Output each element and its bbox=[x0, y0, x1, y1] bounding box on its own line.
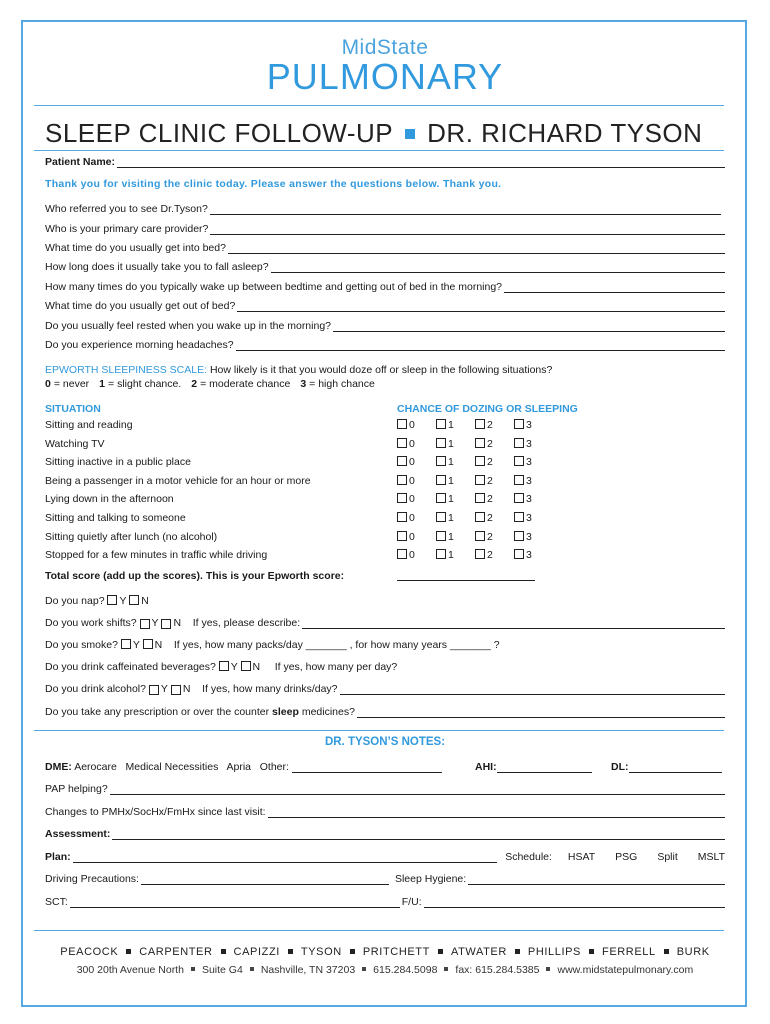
question-row bbox=[45, 339, 725, 351]
scale-description: = slight chance. bbox=[108, 378, 182, 390]
alcohol-no-checkbox[interactable] bbox=[171, 685, 181, 695]
separator-dot bbox=[126, 949, 131, 954]
score-label: 1 bbox=[448, 512, 454, 524]
score-checkbox[interactable] bbox=[436, 549, 446, 559]
doctor-name: FERRELL bbox=[602, 946, 656, 958]
question-label: Who is your primary care provider? bbox=[45, 223, 209, 235]
score-label: 3 bbox=[526, 419, 532, 431]
score-option bbox=[514, 438, 532, 450]
shifts-question bbox=[45, 617, 725, 629]
brand-logo: PULMONARY bbox=[266, 56, 504, 97]
score-option bbox=[436, 438, 454, 450]
score-label: 3 bbox=[526, 456, 532, 469]
scale-description: = moderate chance bbox=[200, 378, 291, 390]
score-option bbox=[514, 456, 532, 468]
sct-field[interactable] bbox=[70, 897, 400, 908]
score-label: 2 bbox=[487, 549, 493, 562]
dme-label: DME: bbox=[45, 761, 72, 773]
score-option bbox=[397, 549, 415, 561]
score-label: 3 bbox=[526, 437, 532, 450]
scale-number: 3 bbox=[300, 378, 307, 390]
contact-item: 615.284.5098 bbox=[373, 964, 438, 976]
score-label: 3 bbox=[526, 474, 532, 487]
nap-question bbox=[45, 595, 149, 607]
score-label: 3 bbox=[526, 512, 532, 524]
nap-label: Do you nap? bbox=[45, 595, 105, 607]
situation-column-header: SITUATION bbox=[45, 403, 101, 415]
score-option bbox=[514, 531, 532, 543]
situation-label: Being a passenger in a motor vehicle for an hour or more bbox=[45, 474, 311, 487]
answer-field[interactable] bbox=[504, 282, 725, 293]
question-label: What time do you usually get out of bed? bbox=[45, 300, 236, 312]
plan-label: Plan: bbox=[45, 851, 71, 863]
score-label: 2 bbox=[487, 493, 493, 506]
smoke-question bbox=[45, 639, 500, 651]
alcohol-question bbox=[45, 683, 725, 695]
score-option bbox=[397, 493, 415, 505]
answer-field[interactable] bbox=[236, 340, 725, 351]
meds-field[interactable] bbox=[357, 707, 725, 718]
score-option bbox=[475, 549, 493, 561]
score-option bbox=[475, 456, 493, 468]
score-label: 2 bbox=[487, 512, 493, 524]
score-label: 1 bbox=[448, 530, 454, 543]
epworth-heading: EPWORTH SLEEPINESS SCALE: bbox=[45, 364, 208, 376]
title-divider bbox=[34, 150, 724, 151]
question-row bbox=[45, 320, 725, 332]
score-option bbox=[475, 475, 493, 487]
separator-dot bbox=[546, 967, 550, 971]
dme-row bbox=[45, 761, 442, 773]
score-option bbox=[397, 531, 415, 543]
question-label: What time do you usually get into bed? bbox=[45, 242, 226, 254]
situation-label: Watching TV bbox=[45, 437, 105, 450]
scale-number: 0 bbox=[45, 378, 51, 390]
driving-label: Driving Precautions: bbox=[45, 873, 139, 885]
chance-column-header: CHANCE OF DOZING OR SLEEPING bbox=[397, 403, 578, 415]
score-option bbox=[397, 419, 415, 431]
score-label: 0 bbox=[409, 549, 415, 562]
assessment-label: Assessment: bbox=[45, 828, 111, 840]
score-option bbox=[436, 531, 454, 543]
score-option bbox=[514, 493, 532, 505]
caffeine-yes-label: Y bbox=[230, 661, 238, 673]
doctor-name: PHILLIPS bbox=[527, 946, 581, 958]
shifts-no-checkbox[interactable] bbox=[161, 619, 171, 629]
smoke-no-label: N bbox=[154, 639, 163, 651]
score-label: 0 bbox=[409, 493, 415, 506]
separator-dot bbox=[191, 967, 195, 971]
alcohol-amount-field[interactable] bbox=[340, 684, 725, 695]
score-option bbox=[514, 475, 532, 487]
patient-name-row bbox=[45, 156, 725, 168]
doctor-name: CARPENTER bbox=[139, 946, 213, 958]
alcohol-yes-checkbox[interactable] bbox=[149, 685, 159, 695]
shifts-follow-label: If yes, please describe: bbox=[192, 617, 301, 629]
caffeine-label: Do you drink caffeinated beverages? bbox=[45, 661, 216, 673]
notes-divider bbox=[34, 730, 724, 731]
question-row bbox=[45, 242, 725, 254]
score-option bbox=[514, 419, 532, 431]
score-label: 0 bbox=[409, 456, 415, 469]
score-checkbox[interactable] bbox=[397, 549, 407, 559]
score-checkbox[interactable] bbox=[436, 475, 446, 485]
situation-label: Stopped for a few minutes in traffic while driving bbox=[45, 549, 268, 562]
answer-field[interactable] bbox=[271, 262, 725, 273]
changes-label: Changes to PMHx/SocHx/FmHx since last visit: bbox=[45, 806, 266, 818]
caffeine-no-checkbox[interactable] bbox=[241, 661, 251, 671]
contact-info bbox=[0, 964, 770, 976]
notes-heading: DR. TYSON’S NOTES: bbox=[324, 736, 446, 748]
situation-label: Sitting and talking to someone bbox=[45, 512, 186, 524]
score-option bbox=[475, 438, 493, 450]
caffeine-no-label: N bbox=[252, 661, 261, 673]
score-label: 2 bbox=[487, 530, 493, 543]
score-label: 1 bbox=[448, 437, 454, 450]
question-row bbox=[45, 261, 725, 273]
assessment-field[interactable] bbox=[112, 829, 725, 840]
score-label: 0 bbox=[409, 530, 415, 543]
score-label: 3 bbox=[526, 549, 532, 562]
score-checkbox[interactable] bbox=[514, 531, 524, 541]
dl-label: DL: bbox=[611, 761, 629, 773]
separator-dot bbox=[664, 949, 669, 954]
doctor-name: TYSON bbox=[300, 946, 342, 958]
sct-label: SCT: bbox=[45, 896, 68, 908]
hygiene-field[interactable] bbox=[468, 874, 725, 885]
driving-row bbox=[45, 873, 725, 885]
fu-label: F/U: bbox=[401, 896, 422, 908]
score-label: 1 bbox=[448, 549, 454, 562]
score-checkbox[interactable] bbox=[436, 512, 446, 522]
nap-no-label: N bbox=[141, 595, 149, 607]
question-row bbox=[45, 203, 725, 215]
separator-dot bbox=[250, 967, 254, 971]
score-label: 2 bbox=[487, 456, 493, 469]
score-checkbox[interactable] bbox=[475, 531, 485, 541]
score-checkbox[interactable] bbox=[436, 531, 446, 541]
question-label: Do you experience morning headaches? bbox=[45, 339, 234, 351]
caffeine-question bbox=[45, 661, 397, 673]
score-checkbox[interactable] bbox=[514, 493, 524, 503]
question-label: Do you usually feel rested when you wake up in the morning? bbox=[45, 320, 332, 332]
footer-divider bbox=[34, 930, 724, 931]
score-option bbox=[436, 549, 454, 561]
scale-number: 1 bbox=[99, 378, 106, 390]
contact-item[interactable]: www.midstatepulmonary.com bbox=[557, 964, 694, 976]
score-checkbox[interactable] bbox=[514, 549, 524, 559]
score-label: 0 bbox=[409, 419, 415, 431]
contact-item: 300 20th Avenue North bbox=[76, 964, 184, 976]
score-option bbox=[436, 512, 454, 524]
score-option bbox=[475, 531, 493, 543]
situation-label: Sitting inactive in a public place bbox=[45, 456, 191, 469]
doctor-name: BURK bbox=[676, 946, 710, 958]
caffeine-follow-label: If yes, how many per day? bbox=[274, 661, 398, 673]
brand-line1: MidState bbox=[341, 36, 429, 59]
score-label: 1 bbox=[448, 419, 454, 431]
score-label: 3 bbox=[526, 493, 532, 506]
score-checkbox[interactable] bbox=[397, 531, 407, 541]
shifts-yes-label: Y bbox=[151, 617, 159, 629]
score-option bbox=[397, 438, 415, 450]
alcohol-follow-label: If yes, how many drinks/day? bbox=[202, 683, 338, 695]
changes-row bbox=[45, 806, 725, 818]
schedule-split[interactable]: Split bbox=[657, 851, 678, 863]
scale-description: = never bbox=[53, 378, 90, 390]
separator-dot bbox=[589, 949, 594, 954]
answer-field[interactable] bbox=[228, 243, 725, 254]
pap-row bbox=[45, 783, 725, 795]
score-option bbox=[514, 549, 532, 561]
doctor-names bbox=[0, 946, 770, 958]
assessment-row bbox=[45, 828, 725, 840]
scale-number: 2 bbox=[191, 378, 198, 390]
contact-item: Suite G4 bbox=[201, 964, 243, 976]
total-score-label: Total score (add up the scores). This is your Epworth score: bbox=[45, 570, 345, 582]
score-option bbox=[436, 419, 454, 431]
changes-field[interactable] bbox=[268, 807, 725, 818]
ahi-field[interactable] bbox=[497, 762, 592, 773]
ahi-label: AHI: bbox=[475, 761, 497, 773]
smoke-no-checkbox[interactable] bbox=[143, 639, 153, 649]
question-label: How long does it usually take you to fall asleep? bbox=[45, 261, 269, 273]
contact-item: Nashville, TN 37203 bbox=[260, 964, 356, 976]
smoke-yes-checkbox[interactable] bbox=[121, 639, 131, 649]
score-label: 2 bbox=[487, 437, 493, 450]
doctor-name: PRITCHETT bbox=[362, 946, 430, 958]
title-left: SLEEP CLINIC FOLLOW-UP bbox=[45, 118, 394, 148]
title-right: DR. RICHARD TYSON bbox=[427, 118, 703, 148]
alcohol-label: Do you drink alcohol? bbox=[45, 683, 146, 695]
score-checkbox[interactable] bbox=[475, 438, 485, 448]
patient-name-field[interactable] bbox=[117, 157, 725, 168]
score-label: 0 bbox=[409, 512, 415, 524]
plan-row bbox=[45, 851, 725, 863]
doctor-name: PEACOCK bbox=[60, 946, 119, 958]
separator-dot bbox=[221, 949, 226, 954]
score-label: 2 bbox=[487, 419, 493, 431]
score-checkbox[interactable] bbox=[514, 438, 524, 448]
answer-field[interactable] bbox=[333, 321, 725, 332]
score-option bbox=[475, 419, 493, 431]
score-option bbox=[514, 512, 532, 524]
schedule-hsat[interactable]: HSAT bbox=[567, 851, 596, 863]
schedule-mslt[interactable]: MSLT bbox=[697, 851, 725, 863]
schedule-psg[interactable]: PSG bbox=[615, 851, 638, 863]
situation-label: Sitting quietly after lunch (no alcohol) bbox=[45, 530, 218, 543]
smoke-follow-label: If yes, how many packs/day _______ , for how many years _______ ? bbox=[173, 639, 500, 651]
meds-label-a: Do you take any prescription or over the counter bbox=[45, 706, 270, 718]
title-separator bbox=[405, 129, 415, 139]
page-title bbox=[45, 118, 702, 149]
question-row bbox=[45, 223, 725, 235]
contact-item: fax: 615.284.5385 bbox=[455, 964, 540, 976]
meds-label-bold: sleep bbox=[272, 706, 299, 718]
score-option bbox=[397, 512, 415, 524]
plan-field[interactable] bbox=[73, 852, 498, 863]
answer-field[interactable] bbox=[210, 224, 725, 235]
question-label: How many times do you typically wake up between bedtime and getting out of bed in the morning? bbox=[45, 281, 503, 293]
score-option bbox=[475, 493, 493, 505]
score-option bbox=[436, 456, 454, 468]
smoke-yes-label: Y bbox=[132, 639, 140, 651]
answer-field[interactable] bbox=[210, 204, 721, 215]
separator-dot bbox=[438, 949, 443, 954]
doctor-name: CAPIZZI bbox=[233, 946, 280, 958]
epworth-scale bbox=[45, 378, 725, 390]
pap-label: PAP helping? bbox=[45, 783, 108, 795]
epworth-question: How likely is it that you would doze off or sleep in the following situations? bbox=[209, 364, 553, 376]
separator-dot bbox=[362, 967, 366, 971]
score-checkbox[interactable] bbox=[514, 456, 524, 466]
score-checkbox[interactable] bbox=[475, 475, 485, 485]
score-checkbox[interactable] bbox=[436, 493, 446, 503]
score-checkbox[interactable] bbox=[514, 419, 524, 429]
question-label: Who referred you to see Dr.Tyson? bbox=[45, 203, 208, 215]
total-score-field[interactable] bbox=[397, 580, 535, 581]
patient-name-label: Patient Name: bbox=[45, 156, 116, 168]
situation-label: Sitting and reading bbox=[45, 419, 133, 431]
score-checkbox[interactable] bbox=[475, 456, 485, 466]
shifts-description-field[interactable] bbox=[302, 618, 725, 629]
score-checkbox[interactable] bbox=[436, 438, 446, 448]
score-checkbox[interactable] bbox=[397, 493, 407, 503]
score-checkbox[interactable] bbox=[397, 438, 407, 448]
schedule-label: Schedule: bbox=[505, 851, 552, 863]
smoke-label: Do you smoke? bbox=[45, 639, 118, 651]
answer-field[interactable] bbox=[237, 301, 725, 312]
score-checkbox[interactable] bbox=[397, 512, 407, 522]
score-option bbox=[475, 512, 493, 524]
score-label: 1 bbox=[448, 493, 454, 506]
dme-other-field[interactable] bbox=[292, 762, 442, 773]
nap-yes-checkbox[interactable] bbox=[107, 595, 117, 605]
score-checkbox[interactable] bbox=[514, 475, 524, 485]
score-option bbox=[397, 456, 415, 468]
epworth-heading-row bbox=[45, 364, 725, 376]
dl-row bbox=[611, 761, 722, 773]
pap-field[interactable] bbox=[110, 784, 725, 795]
ahi-row bbox=[475, 761, 592, 773]
score-checkbox[interactable] bbox=[475, 549, 485, 559]
score-checkbox[interactable] bbox=[475, 419, 485, 429]
caffeine-yes-checkbox[interactable] bbox=[219, 661, 229, 671]
meds-label-c: medicines? bbox=[301, 706, 355, 718]
score-checkbox[interactable] bbox=[436, 456, 446, 466]
shifts-yes-checkbox[interactable] bbox=[140, 619, 150, 629]
meds-question bbox=[45, 706, 725, 718]
score-option bbox=[397, 475, 415, 487]
alcohol-yes-label: Y bbox=[160, 683, 168, 695]
score-label: 1 bbox=[448, 474, 454, 487]
alcohol-no-label: N bbox=[182, 683, 191, 695]
score-checkbox[interactable] bbox=[475, 512, 485, 522]
header-divider bbox=[34, 105, 724, 106]
score-checkbox[interactable] bbox=[475, 493, 485, 503]
hygiene-label: Sleep Hygiene: bbox=[394, 873, 467, 885]
score-label: 3 bbox=[526, 530, 532, 543]
shifts-no-label: N bbox=[173, 617, 182, 629]
score-checkbox[interactable] bbox=[436, 419, 446, 429]
driving-field[interactable] bbox=[141, 874, 389, 885]
dme-items: Aerocare Medical Necessities Apria Other: bbox=[74, 761, 289, 773]
score-option bbox=[436, 475, 454, 487]
score-checkbox[interactable] bbox=[397, 475, 407, 485]
score-option bbox=[436, 493, 454, 505]
intro-text: Thank you for visiting the clinic today. Please answer the questions below. Thank you. bbox=[45, 178, 502, 190]
separator-dot bbox=[288, 949, 293, 954]
question-row bbox=[45, 300, 725, 312]
score-checkbox[interactable] bbox=[397, 456, 407, 466]
separator-dot bbox=[444, 967, 448, 971]
nap-no-checkbox[interactable] bbox=[129, 595, 139, 605]
sct-row bbox=[45, 896, 725, 908]
score-label: 0 bbox=[409, 437, 415, 450]
situation-label: Lying down in the afternoon bbox=[45, 493, 174, 506]
doctor-name: ATWATER bbox=[450, 946, 507, 958]
score-label: 1 bbox=[448, 456, 454, 469]
score-label: 0 bbox=[409, 474, 415, 487]
score-label: 2 bbox=[487, 474, 493, 487]
score-checkbox[interactable] bbox=[514, 512, 524, 522]
separator-dot bbox=[515, 949, 520, 954]
nap-yes-label: Y bbox=[119, 595, 127, 607]
score-checkbox[interactable] bbox=[397, 419, 407, 429]
question-row bbox=[45, 281, 725, 293]
fu-field[interactable] bbox=[424, 897, 725, 908]
separator-dot bbox=[350, 949, 355, 954]
shifts-label: Do you work shifts? bbox=[45, 617, 137, 629]
dl-field[interactable] bbox=[629, 762, 722, 773]
scale-description: = high chance bbox=[309, 378, 375, 390]
